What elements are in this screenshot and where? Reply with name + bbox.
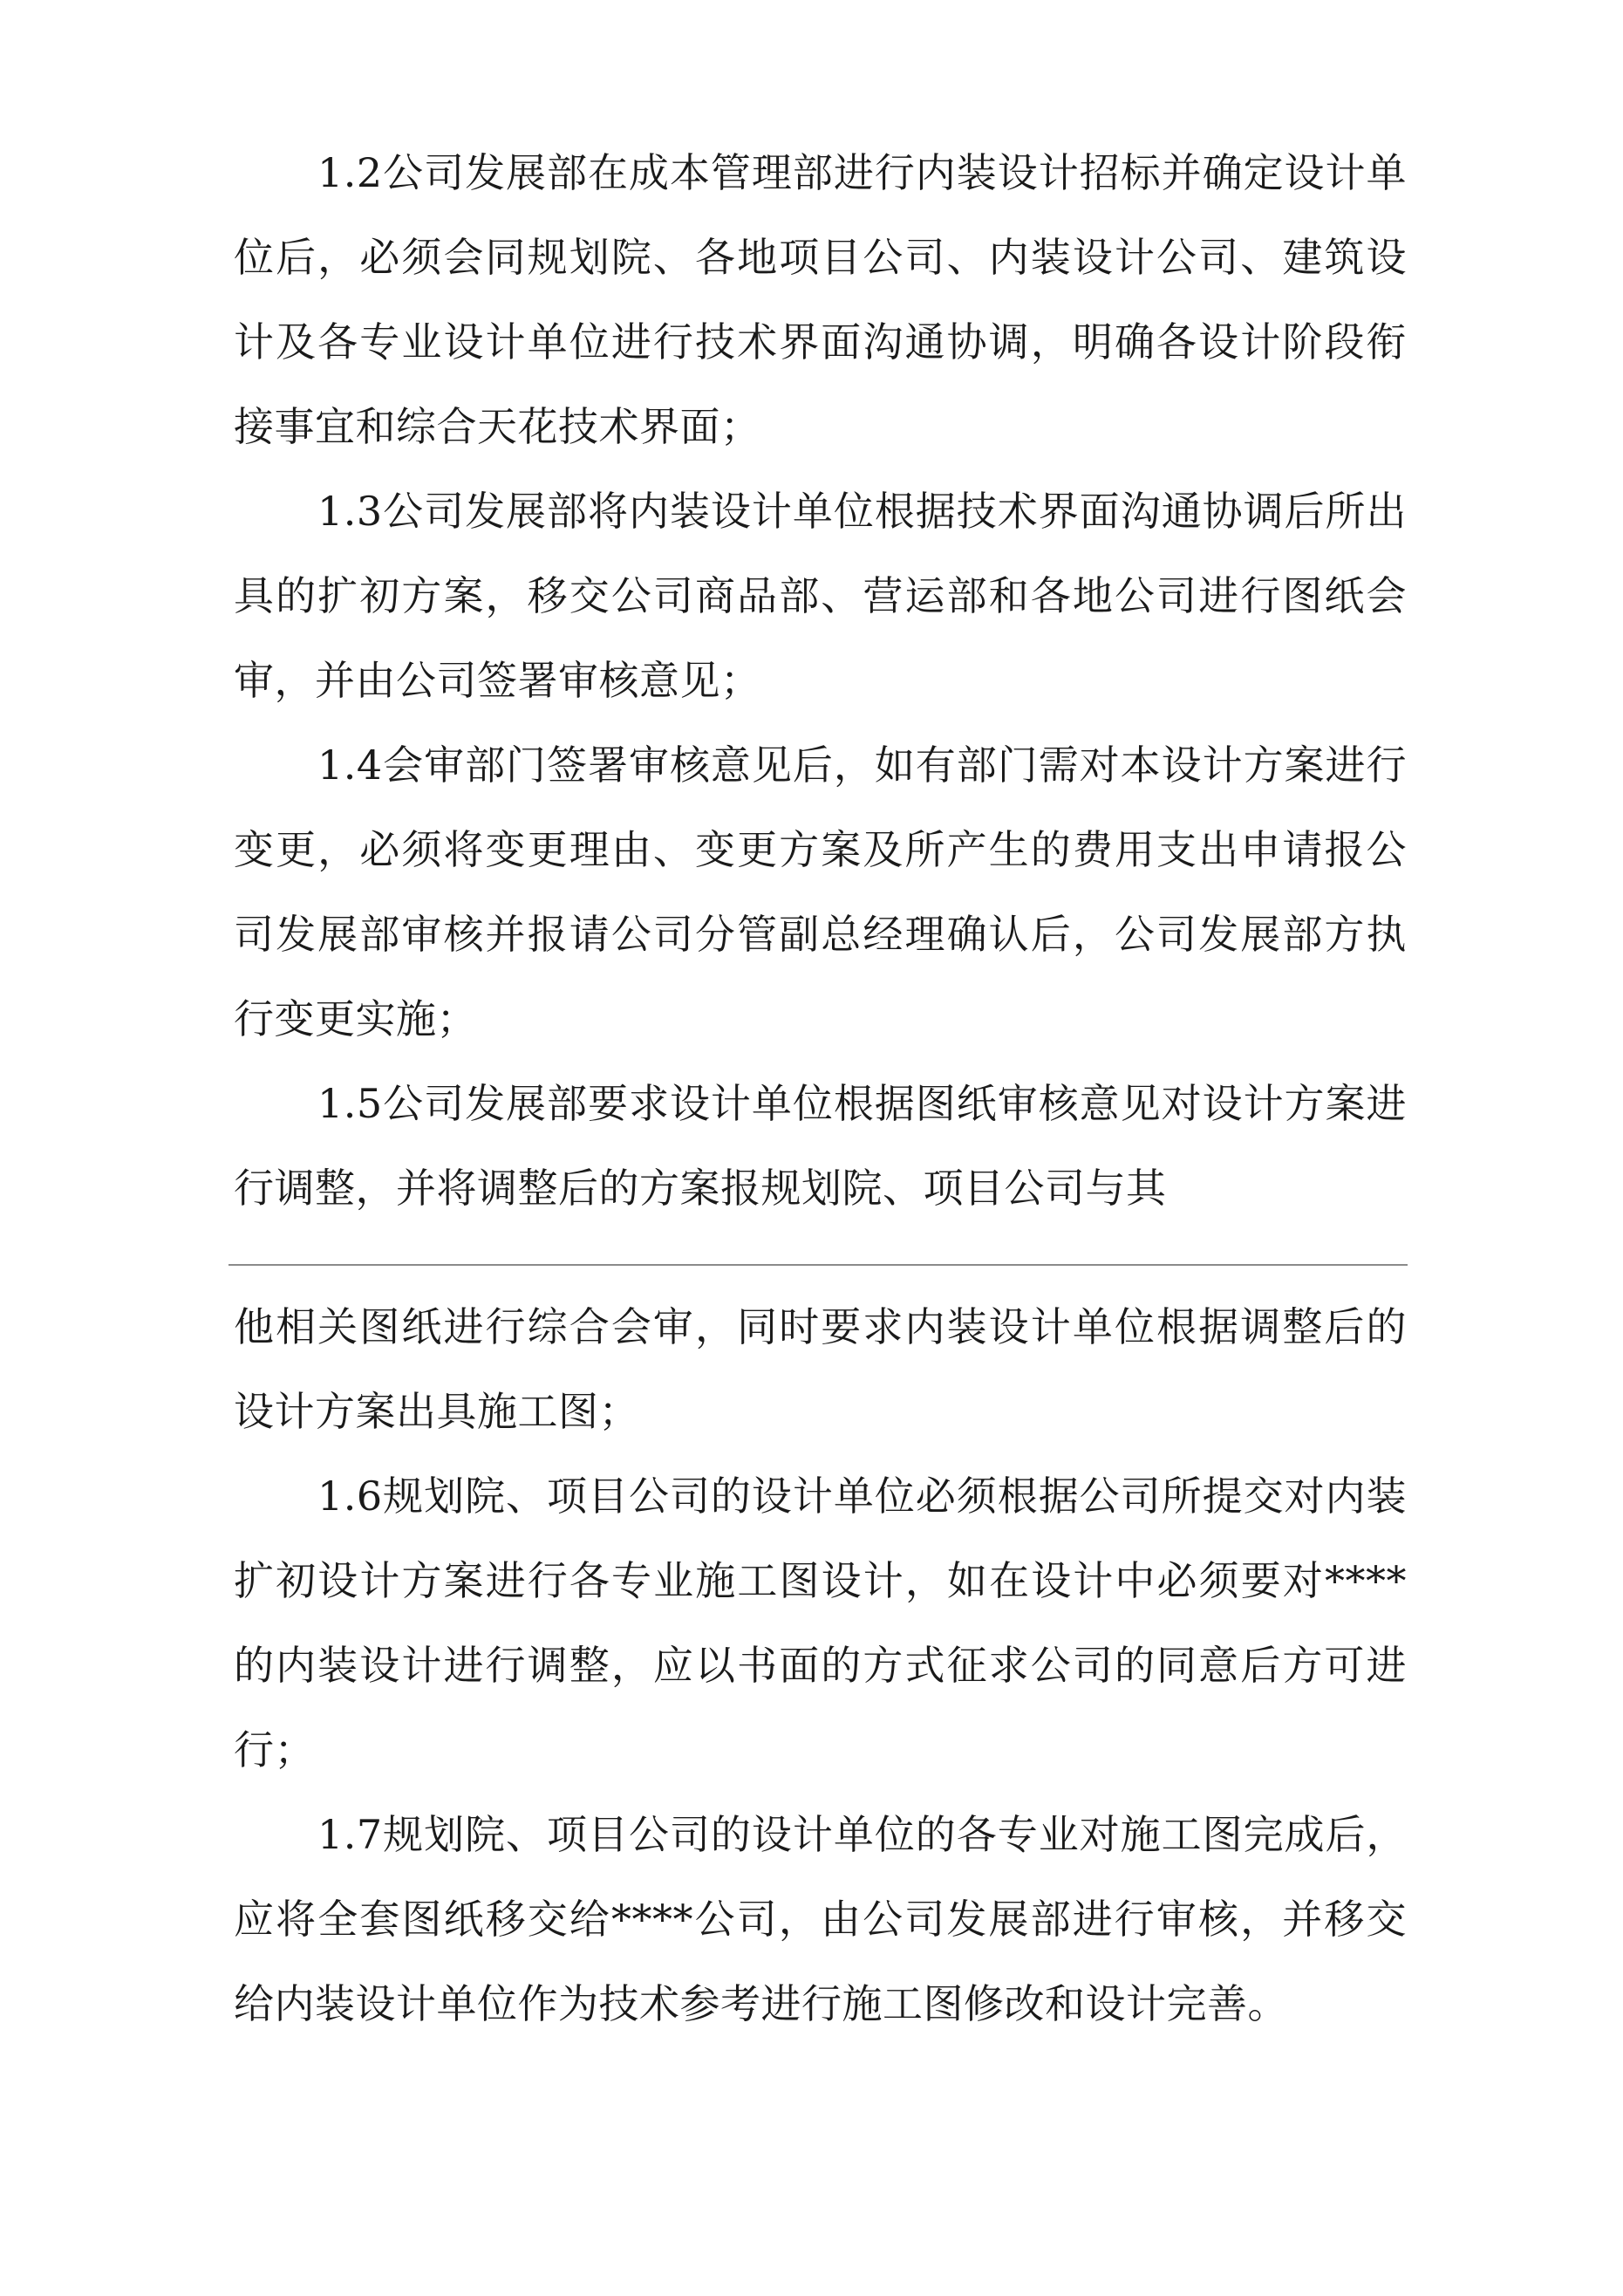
paragraph-1-3: 1.3公司发展部将内装设计单位根据技术界面沟通协调后所出具的扩初方案，移交公司商品部、营运部和各地公司进行图纸会审，并由公司签署审核意见； xyxy=(234,488,1407,704)
paragraph-1-6: 1.6规划院、项目公司的设计单位必须根据公司所提交对内装扩初设计方案进行各专业施工图设计，如在设计中必须要对****的内装设计进行调整，应以书面的方式征求公司的同意后方可进行； xyxy=(234,1473,1407,1773)
page-break-divider xyxy=(228,1264,1408,1266)
paragraph-1-7: 1.7规划院、项目公司的设计单位的各专业对施工图完成后，应将全套图纸移交给****公司，由公司发展部进行审核，并移交给内装设计单位作为技术参考进行施工图修改和设计完善。 xyxy=(234,1811,1407,2027)
page-section-top xyxy=(234,131,1407,1231)
paragraph-1-5: 1.5公司发展部要求设计单位根据图纸审核意见对设计方案进行调整，并将调整后的方案报规划院、项目公司与其 xyxy=(234,1080,1407,1212)
paragraph-1-2: 1.2公司发展部在成本管理部进行内装设计招标并确定设计单位后，必须会同规划院、各地项目公司、内装设计公司、建筑设计及各专业设计单位进行技术界面沟通协调，明确各设计阶段衔接事宜和综合天花技术界面； xyxy=(234,149,1407,450)
paragraph-1-5-continued: 他相关图纸进行综合会审，同时要求内装设计单位根据调整后的设计方案出具施工图； xyxy=(234,1303,1407,1435)
page-section-bottom xyxy=(234,1285,1407,2047)
paragraph-1-4: 1.4会审部门签署审核意见后，如有部门需对本设计方案进行变更，必须将变更理由、变更方案及所产生的费用支出申请报公司发展部审核并报请公司分管副总经理确认后，公司发展部方执行变更实施； xyxy=(234,741,1407,1042)
